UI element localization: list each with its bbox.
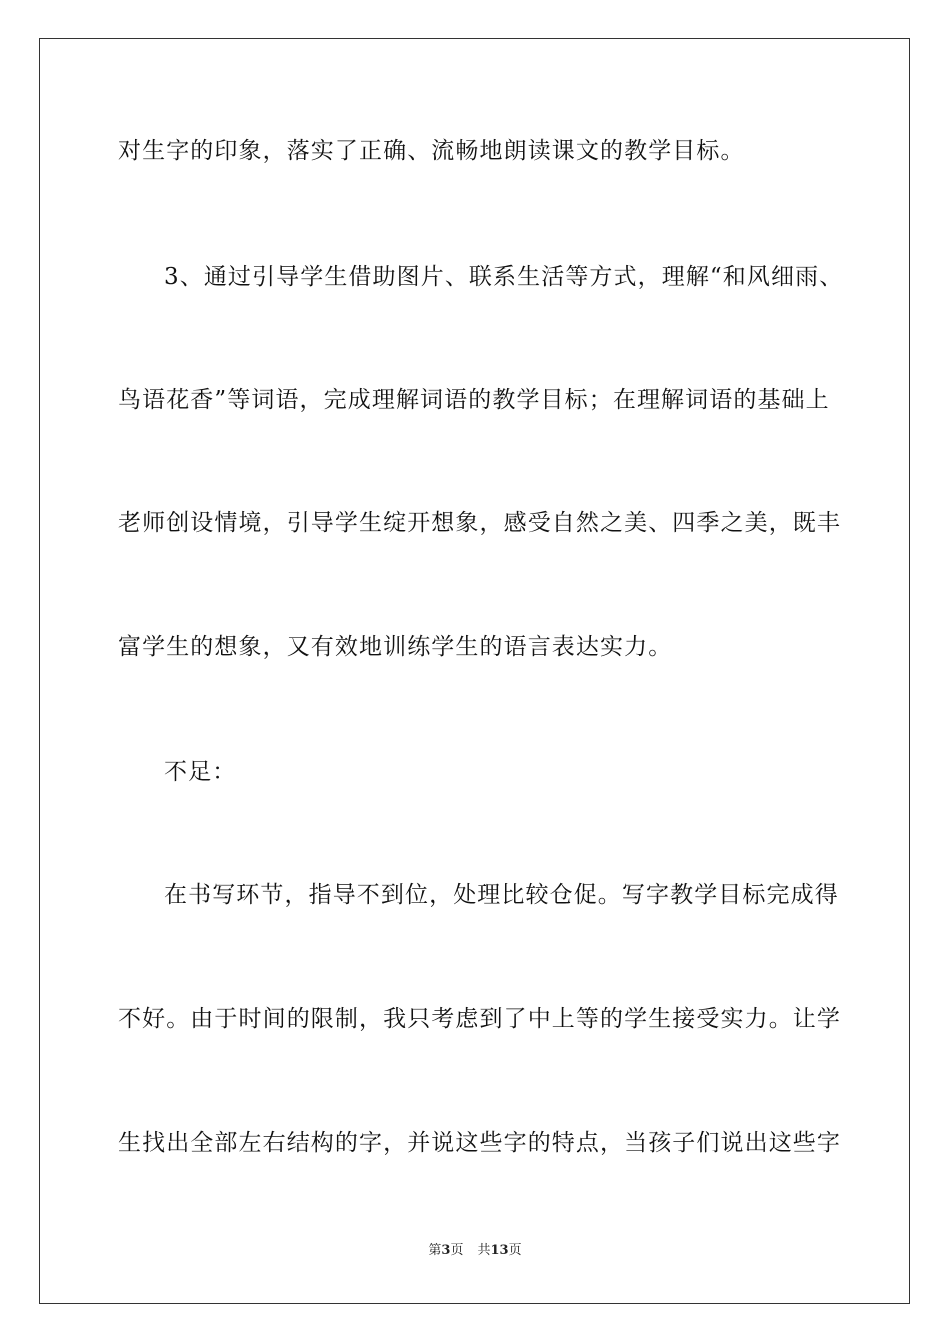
- total-page-count: 13: [490, 1243, 509, 1258]
- text-line: 对生字的印象，落实了正确、流畅地朗读课文的教学目标。: [118, 138, 745, 164]
- paragraph-first-line: 在书写环节，指导不到位，处理比较仓促。写字教学目标完成得: [164, 882, 839, 908]
- page-footer: [0, 1243, 950, 1259]
- text-line: 不好。由于时间的限制，我只考虑到了中上等的学生接受实力。让学: [118, 1006, 841, 1032]
- current-page-number: 3: [441, 1243, 451, 1258]
- total-unit: 页: [508, 1243, 522, 1258]
- paragraph-3-first-line: 3、通过引导学生借助图片、联系生活等方式，理解“和风细雨、: [164, 264, 844, 290]
- text-line: 鸟语花香”等词语，完成理解词语的教学目标；在理解词语的基础上: [118, 387, 830, 413]
- total-prefix: 共: [477, 1243, 491, 1258]
- text-line: 生找出全部左右结构的字，并说这些字的特点，当孩子们说出这些字: [118, 1130, 841, 1156]
- text-line: 富学生的想象，又有效地训练学生的语言表达实力。: [118, 634, 673, 660]
- page-border: [39, 38, 910, 1304]
- page-unit: 页: [450, 1243, 464, 1258]
- page-prefix: 第: [428, 1243, 442, 1258]
- section-heading-shortcomings: 不足：: [164, 759, 237, 785]
- text-line: 老师创设情境，引导学生绽开想象，感受自然之美、四季之美，既丰: [118, 510, 841, 536]
